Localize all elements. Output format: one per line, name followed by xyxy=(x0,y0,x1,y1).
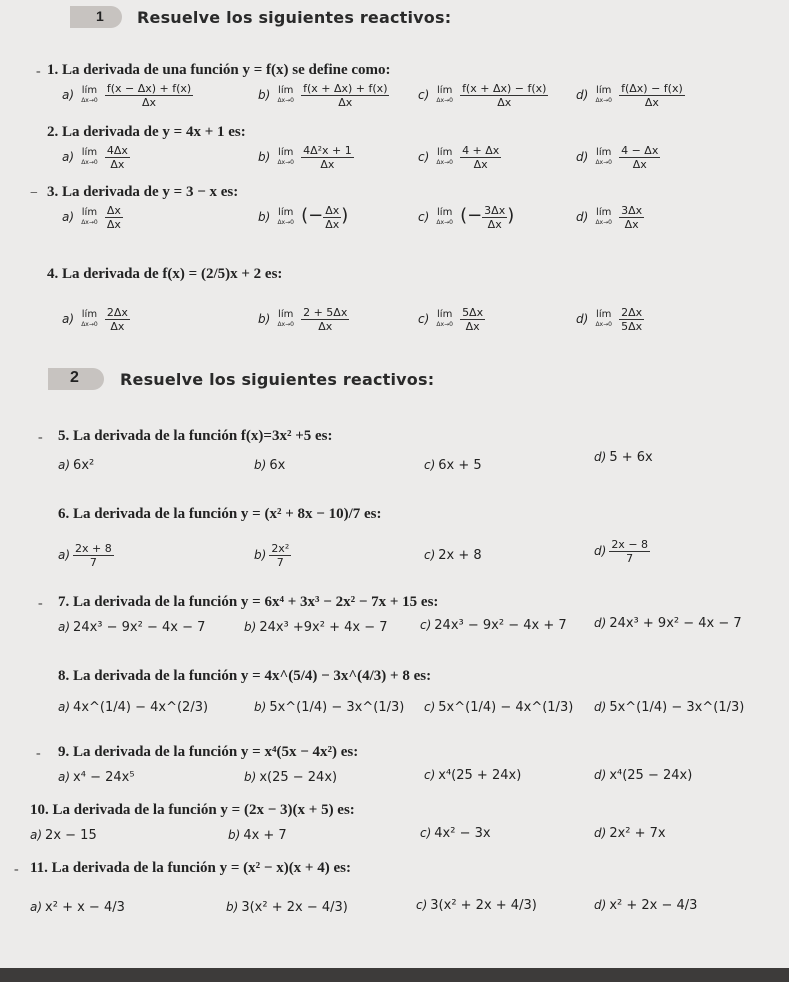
q3-option-d xyxy=(576,204,644,231)
limit-symbol: lím Δx→0 xyxy=(595,308,612,328)
q9-option-d: d) x⁴(25 − 24x) xyxy=(594,768,693,783)
q4-option-a xyxy=(62,306,130,333)
fraction: $\frac{2 + 5\Delta x}{\Delta x}$ xyxy=(303,306,348,333)
q9-text: 9. La derivada de la función y = x⁴(5x − 4x²) es: xyxy=(58,744,359,760)
q10-option-d: d) 2x² + 7x xyxy=(594,826,666,841)
fraction: $\frac{2\Delta x}{5\Delta x}$ xyxy=(621,306,643,333)
q8-option-c: c) 5x^(1/4) − 4x^(1/3) xyxy=(424,700,574,715)
q9-option-c: c) x⁴(25 + 24x) xyxy=(424,768,522,783)
q6-option-d: d) $\frac{2x - 8}{7}$ xyxy=(594,538,649,565)
q11-option-d: d) x² + 2x − 4/3 xyxy=(594,898,698,913)
section-1-number: 1 xyxy=(96,8,104,24)
q6-option-b: b) $\frac{\text{2x²}}{7}$ xyxy=(254,542,290,569)
q1-option-a xyxy=(62,82,193,109)
q6-text: 6. La derivada de la función y = (x² + 8x − 10)/7 es: xyxy=(58,506,382,522)
q7-option-c: c) 24x³ − 9x² − 4x + 7 xyxy=(420,618,567,633)
option-label: a) xyxy=(62,88,75,102)
option-label: c) xyxy=(418,150,430,164)
option-label: c) xyxy=(418,88,430,102)
option-label: d) xyxy=(576,150,589,164)
q11-option-c: c) 3(x² + 2x + 4/3) xyxy=(416,898,537,913)
limit-symbol: lím Δx→0 xyxy=(277,206,294,226)
limit-symbol: lím Δx→0 xyxy=(436,84,453,104)
limit-symbol: lím Δx→0 xyxy=(595,206,612,226)
option-label: b) xyxy=(258,210,271,224)
fraction: $\frac{f(x + \Delta x) - f(x)}{\Delta x}$ xyxy=(462,82,547,109)
q1-text: 1. La derivada de una función y = f(x) se define como: xyxy=(47,62,391,78)
fraction: $\frac{\text{4Δ²x + 1}}{\Delta x}$ xyxy=(303,144,352,171)
q5-option-c: c) 6x + 5 xyxy=(424,458,482,473)
fraction: $\frac{\Delta x}{\Delta x}$ xyxy=(106,204,121,231)
q6-option-a: a) $\frac{2x + 8}{7}$ xyxy=(58,542,112,569)
fraction: $\frac{3\Delta x}{\Delta x}$ xyxy=(621,204,643,231)
q2-option-a xyxy=(62,144,130,171)
paren-close: ) xyxy=(507,205,515,226)
q7-mark: - xyxy=(38,596,43,611)
limit-symbol: lím Δx→0 xyxy=(595,146,612,166)
fraction: $\frac{f(x - \Delta x) + f(x)}{\Delta x}$ xyxy=(106,82,192,109)
q3-option-c xyxy=(418,204,514,231)
q8-option-d: d) 5x^(1/4) − 3x^(1/3) xyxy=(594,700,745,715)
limit-symbol: lím Δx→0 xyxy=(436,146,453,166)
bottom-shadow-band xyxy=(0,968,789,982)
fraction: $\frac{f(x + \Delta x) + f(x)}{\Delta x}$ xyxy=(303,82,388,109)
q5-option-b: b) 6x xyxy=(254,458,286,473)
limit-symbol: lím Δx→0 xyxy=(81,84,98,104)
option-label: a) xyxy=(62,312,75,326)
section-2-heading: Resuelve los siguientes reactivos: xyxy=(120,370,435,389)
limit-symbol: lím Δx→0 xyxy=(81,308,98,328)
q4-option-d xyxy=(576,306,644,333)
q1-mark: - xyxy=(36,64,41,79)
option-label: b) xyxy=(258,150,271,164)
q8-option-a: a) 4x^(1/4) − 4x^(2/3) xyxy=(58,700,209,715)
paren-open: (− xyxy=(460,205,483,226)
paren-close: ) xyxy=(341,205,349,226)
q4-option-b xyxy=(258,306,349,333)
q5-text: 5. La derivada de la función f(x)=3x² +5 es: xyxy=(58,428,333,444)
limit-symbol: lím Δx→0 xyxy=(595,84,612,104)
fraction: $\frac{f(\Delta x) - f(x)}{\Delta x}$ xyxy=(621,82,683,109)
q7-option-d: d) 24x³ + 9x² − 4x − 7 xyxy=(594,616,742,631)
fraction: $\frac{4\Delta x}{\Delta x}$ xyxy=(106,144,128,171)
q3-option-a xyxy=(62,204,123,231)
q7-option-b: b) 24x³ +9x² + 4x − 7 xyxy=(244,620,388,635)
option-label: a) xyxy=(62,210,75,224)
q4-text: 4. La derivada de f(x) = (2/5)x + 2 es: xyxy=(47,266,283,282)
limit-symbol: lím Δx→0 xyxy=(277,146,294,166)
fraction: $\frac{2x + 8}{7}$ xyxy=(75,542,112,569)
q3-option-b xyxy=(258,204,348,231)
q11-option-a: a) x² + x − 4/3 xyxy=(30,900,125,915)
option-label: b) xyxy=(258,312,271,326)
fraction: $\frac{2\Delta x}{\Delta x}$ xyxy=(106,306,128,333)
q2-option-c xyxy=(418,144,501,171)
q4-option-c xyxy=(418,306,485,333)
fraction: $\frac{5\Delta x}{\Delta x}$ xyxy=(462,306,484,333)
q11-mark: - xyxy=(14,862,19,877)
limit-symbol: lím Δx→0 xyxy=(436,206,453,226)
q3-text: 3. La derivada de y = 3 − x es: xyxy=(47,184,239,200)
q5-mark: - xyxy=(38,430,43,445)
q5-option-d: d) 5 + 6x xyxy=(594,450,653,465)
q9-option-a: a) x⁴ − 24x⁵ xyxy=(58,770,135,785)
fraction: $\frac{2x - 8}{7}$ xyxy=(611,538,649,565)
q8-text: 8. La derivada de la función y = 4x^(5/4) − 3x^(4/3) + 8 es: xyxy=(58,668,432,684)
q5-option-a: a) 6x² xyxy=(58,458,95,473)
fraction: $\frac{3\Delta x}{\Delta x}$ xyxy=(484,204,506,231)
section-2-number: 2 xyxy=(70,369,79,386)
fraction: $\frac{4 - \Delta x}{\Delta x}$ xyxy=(621,144,659,171)
q7-option-a: a) 24x³ − 9x² − 4x − 7 xyxy=(58,620,206,635)
q9-option-b: b) x(25 − 24x) xyxy=(244,770,338,785)
limit-symbol: lím Δx→0 xyxy=(277,308,294,328)
q6-option-c: c) 2x + 8 xyxy=(424,548,482,563)
option-label: d) xyxy=(576,210,589,224)
q10-option-b: b) 4x + 7 xyxy=(228,828,287,843)
q1-option-c xyxy=(418,82,548,109)
option-label: a) xyxy=(62,150,75,164)
limit-symbol: lím Δx→0 xyxy=(436,308,453,328)
limit-symbol: lím Δx→0 xyxy=(81,146,98,166)
q1-option-d xyxy=(576,82,685,109)
option-label: c) xyxy=(418,210,430,224)
section-1-heading: Resuelve los siguientes reactivos: xyxy=(137,8,452,27)
q2-option-d xyxy=(576,144,660,171)
q10-option-a: a) 2x − 15 xyxy=(30,828,97,843)
q9-mark: - xyxy=(36,746,41,761)
q10-option-c: c) 4x² − 3x xyxy=(420,826,491,841)
option-label: d) xyxy=(576,88,589,102)
paren-open: (− xyxy=(301,205,324,226)
q2-option-b xyxy=(258,144,354,171)
q11-option-b: b) 3(x² + 2x − 4/3) xyxy=(226,900,348,915)
q11-text: 11. La derivada de la función y = (x² − x)(x + 4) es: xyxy=(30,860,351,876)
option-label: d) xyxy=(576,312,589,326)
option-label: b) xyxy=(258,88,271,102)
limit-symbol: lím Δx→0 xyxy=(277,84,294,104)
fraction: $\frac{\Delta x}{\Delta x}$ xyxy=(325,204,340,231)
fraction: $\frac{4 + \Delta x}{\Delta x}$ xyxy=(462,144,500,171)
q7-text: 7. La derivada de la función y = 6x⁴ + 3x³ − 2x² − 7x + 15 es: xyxy=(58,594,439,610)
q10-text: 10. La derivada de la función y = (2x − 3)(x + 5) es: xyxy=(30,802,355,818)
option-label: c) xyxy=(418,312,430,326)
q3-mark: − xyxy=(30,186,38,201)
fraction: $\frac{\text{2x²}}{7}$ xyxy=(271,542,290,569)
q8-option-b: b) 5x^(1/4) − 3x^(1/3) xyxy=(254,700,405,715)
limit-symbol: lím Δx→0 xyxy=(81,206,98,226)
q2-text: 2. La derivada de y = 4x + 1 es: xyxy=(47,124,246,140)
q1-option-b xyxy=(258,82,389,109)
